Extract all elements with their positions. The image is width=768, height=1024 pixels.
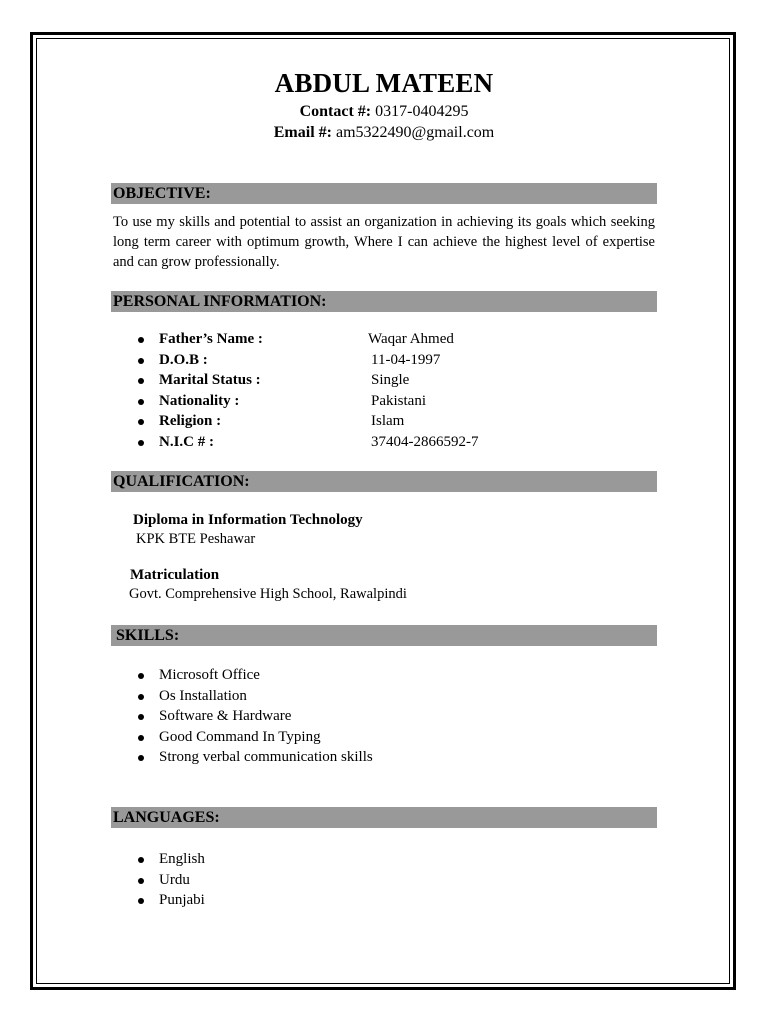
qualification-heading: QUALIFICATION: (111, 471, 657, 492)
email-label: Email #: (273, 124, 332, 141)
bullet-icon (138, 878, 144, 884)
bullet-icon (138, 898, 144, 904)
bullet-icon (138, 337, 144, 343)
bullet-icon (138, 714, 144, 720)
skill-label: Good Command In Typing (159, 728, 321, 745)
qualification-institute: Govt. Comprehensive High School, Rawalpindi (129, 586, 407, 602)
skill-item (136, 727, 636, 748)
personal-info-label: Nationality : (159, 392, 240, 409)
language-label: English (159, 851, 205, 867)
bullet-icon (138, 419, 144, 425)
personal-info-label: D.O.B : (159, 351, 208, 368)
skill-label: Strong verbal communication skills (159, 749, 373, 766)
personal-info-value: Pakistani (371, 392, 426, 409)
bullet-icon (138, 694, 144, 700)
objective-heading: OBJECTIVE: (111, 183, 657, 204)
personal-info-value: Islam (371, 413, 405, 430)
bullet-icon (138, 440, 144, 446)
objective-text: To use my skills and potential to assist an organization in achieving its goals which seeking long term career with optimum growth, Where I can achieve the highest level of expertise and can grow professionally. (113, 214, 655, 270)
personal-info-label: Marital Status : (159, 372, 261, 389)
skill-label: Microsoft Office (159, 667, 260, 683)
skill-item (136, 686, 636, 707)
personal-info-item (136, 432, 636, 453)
language-item (136, 890, 636, 911)
language-item (136, 870, 636, 891)
languages-list (136, 849, 636, 911)
personal-info-heading: PERSONAL INFORMATION: (111, 291, 657, 312)
contact-value: 0317-0404295 (375, 103, 469, 120)
skill-item (136, 706, 636, 727)
bullet-icon (138, 358, 144, 364)
qualification-institute: KPK BTE Peshawar (136, 531, 256, 547)
bullet-icon (138, 399, 144, 405)
bullet-icon (138, 673, 144, 679)
personal-info-value: Single (371, 372, 410, 389)
skill-item (136, 747, 636, 768)
personal-info-label: Father’s Name : (159, 331, 263, 347)
personal-info-list (136, 329, 636, 453)
personal-info-item (136, 370, 636, 391)
page-border-inner (36, 38, 730, 984)
email-value: am5322490@gmail.com (335, 124, 495, 141)
bullet-icon (138, 857, 144, 863)
personal-info-value: Waqar Ahmed (368, 331, 454, 347)
personal-info-item (136, 350, 636, 371)
languages-heading: LANGUAGES: (111, 807, 657, 828)
skill-label: Software & Hardware (159, 708, 292, 725)
bullet-icon (138, 735, 144, 741)
bullet-icon (138, 378, 144, 384)
skill-label: Os Installation (159, 687, 247, 704)
personal-info-item (136, 329, 636, 350)
language-label: Punjabi (159, 892, 205, 909)
language-item (136, 849, 636, 870)
email-line (0, 124, 768, 142)
qualification-title: Matriculation (130, 567, 220, 583)
personal-info-label: N.I.C # : (159, 433, 214, 450)
qualification-title: Diploma in Information Technology (133, 512, 363, 528)
personal-info-item (136, 391, 636, 412)
bullet-icon (138, 755, 144, 761)
contact-label: Contact #: (299, 103, 372, 120)
skills-list (136, 665, 636, 768)
skills-heading: SKILLS: (111, 625, 657, 646)
personal-info-item (136, 411, 636, 432)
language-label: Urdu (159, 871, 190, 888)
personal-info-value: 37404-2866592-7 (371, 433, 479, 450)
contact-line (0, 103, 768, 121)
skill-item (136, 665, 636, 686)
candidate-name: ABDUL MATEEN (274, 68, 494, 98)
personal-info-label: Religion : (159, 413, 222, 430)
personal-info-value: 11-04-1997 (371, 351, 441, 368)
